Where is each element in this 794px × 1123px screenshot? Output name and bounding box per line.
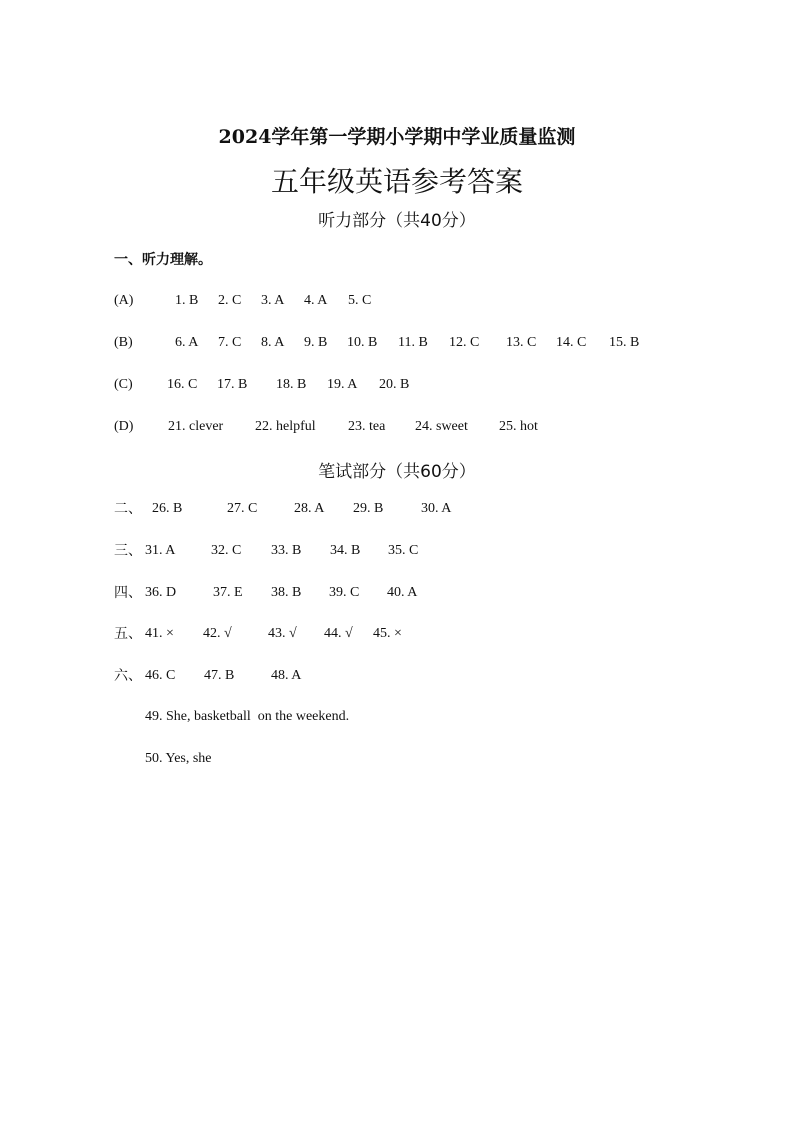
answer-item: 16. C (167, 377, 198, 392)
answer-item: 36. D (145, 585, 177, 600)
answer-item: 33. B (271, 543, 302, 558)
answer-item: 39. C (329, 585, 360, 600)
written-heading: 笔试部分（共60分） (318, 462, 476, 482)
answer-item: 13. C (506, 335, 537, 350)
answer-item: 3. A (261, 293, 285, 308)
section-two-label: 二、 (114, 501, 142, 517)
answer-item: 25. hot (499, 419, 538, 434)
answer-item: 12. C (449, 335, 480, 350)
section-five-label: 五、 (114, 626, 142, 642)
answer-item: 32. C (211, 543, 242, 558)
answer-item: 30. A (421, 501, 452, 516)
section-six-label: 六、 (114, 668, 142, 684)
listening-heading: 听力部分（共40分） (318, 211, 476, 231)
answer-q49: 49. She, basketball on the weekend. (145, 709, 350, 724)
answer-item: 20. B (379, 377, 410, 392)
section-three-label: 三、 (114, 543, 142, 559)
answer-item: 47. B (204, 668, 235, 683)
answer-item: 5. C (348, 293, 372, 308)
part-d-label: (D) (114, 419, 134, 434)
part-a-label: (A) (114, 293, 134, 308)
answer-item: 1. B (175, 293, 199, 308)
answer-item: 26. B (152, 501, 183, 516)
answer-item: 18. B (276, 377, 307, 392)
answer-item: 31. A (145, 543, 176, 558)
answer-item: 41. × (145, 626, 174, 641)
answer-item: 48. A (271, 668, 302, 683)
part-c-label: (C) (114, 377, 133, 392)
answer-item: 4. A (304, 293, 328, 308)
answer-item: 24. sweet (415, 419, 468, 434)
part-b-label: (B) (114, 335, 133, 350)
answer-item: 29. B (353, 501, 384, 516)
exam-title: 2024学年第一学期小学期中学业质量监测 (218, 126, 576, 148)
answer-item: 44. √ (324, 626, 353, 641)
section-one-label: 一、听力理解。 (114, 252, 212, 268)
answer-q50: 50. Yes, she (145, 751, 212, 766)
answer-item: 11. B (398, 335, 428, 350)
answer-item: 9. B (304, 335, 328, 350)
answer-item: 2. C (218, 293, 242, 308)
answer-item: 38. B (271, 585, 302, 600)
answer-item: 21. clever (168, 419, 224, 434)
section-four-label: 四、 (114, 585, 142, 601)
answer-item: 42. √ (203, 626, 232, 641)
answer-item: 14. C (556, 335, 587, 350)
document-title: 五年级英语参考答案 (270, 165, 523, 198)
answer-item: 7. C (218, 335, 242, 350)
answer-item: 46. C (145, 668, 176, 683)
answer-item: 28. A (294, 501, 325, 516)
answer-item: 34. B (330, 543, 361, 558)
answer-item: 22. helpful (255, 419, 316, 434)
answer-item: 15. B (609, 335, 640, 350)
answer-item: 40. A (387, 585, 418, 600)
answer-item: 35. C (388, 543, 419, 558)
answer-item: 10. B (347, 335, 378, 350)
answer-item: 43. √ (268, 626, 297, 641)
answer-item: 45. × (373, 626, 402, 641)
answer-item: 6. A (175, 335, 199, 350)
answer-item: 17. B (217, 377, 248, 392)
answer-item: 37. E (213, 585, 243, 600)
answer-item: 19. A (327, 377, 358, 392)
answer-item: 8. A (261, 335, 285, 350)
answer-item: 23. tea (348, 419, 386, 434)
answer-item: 27. C (227, 501, 258, 516)
